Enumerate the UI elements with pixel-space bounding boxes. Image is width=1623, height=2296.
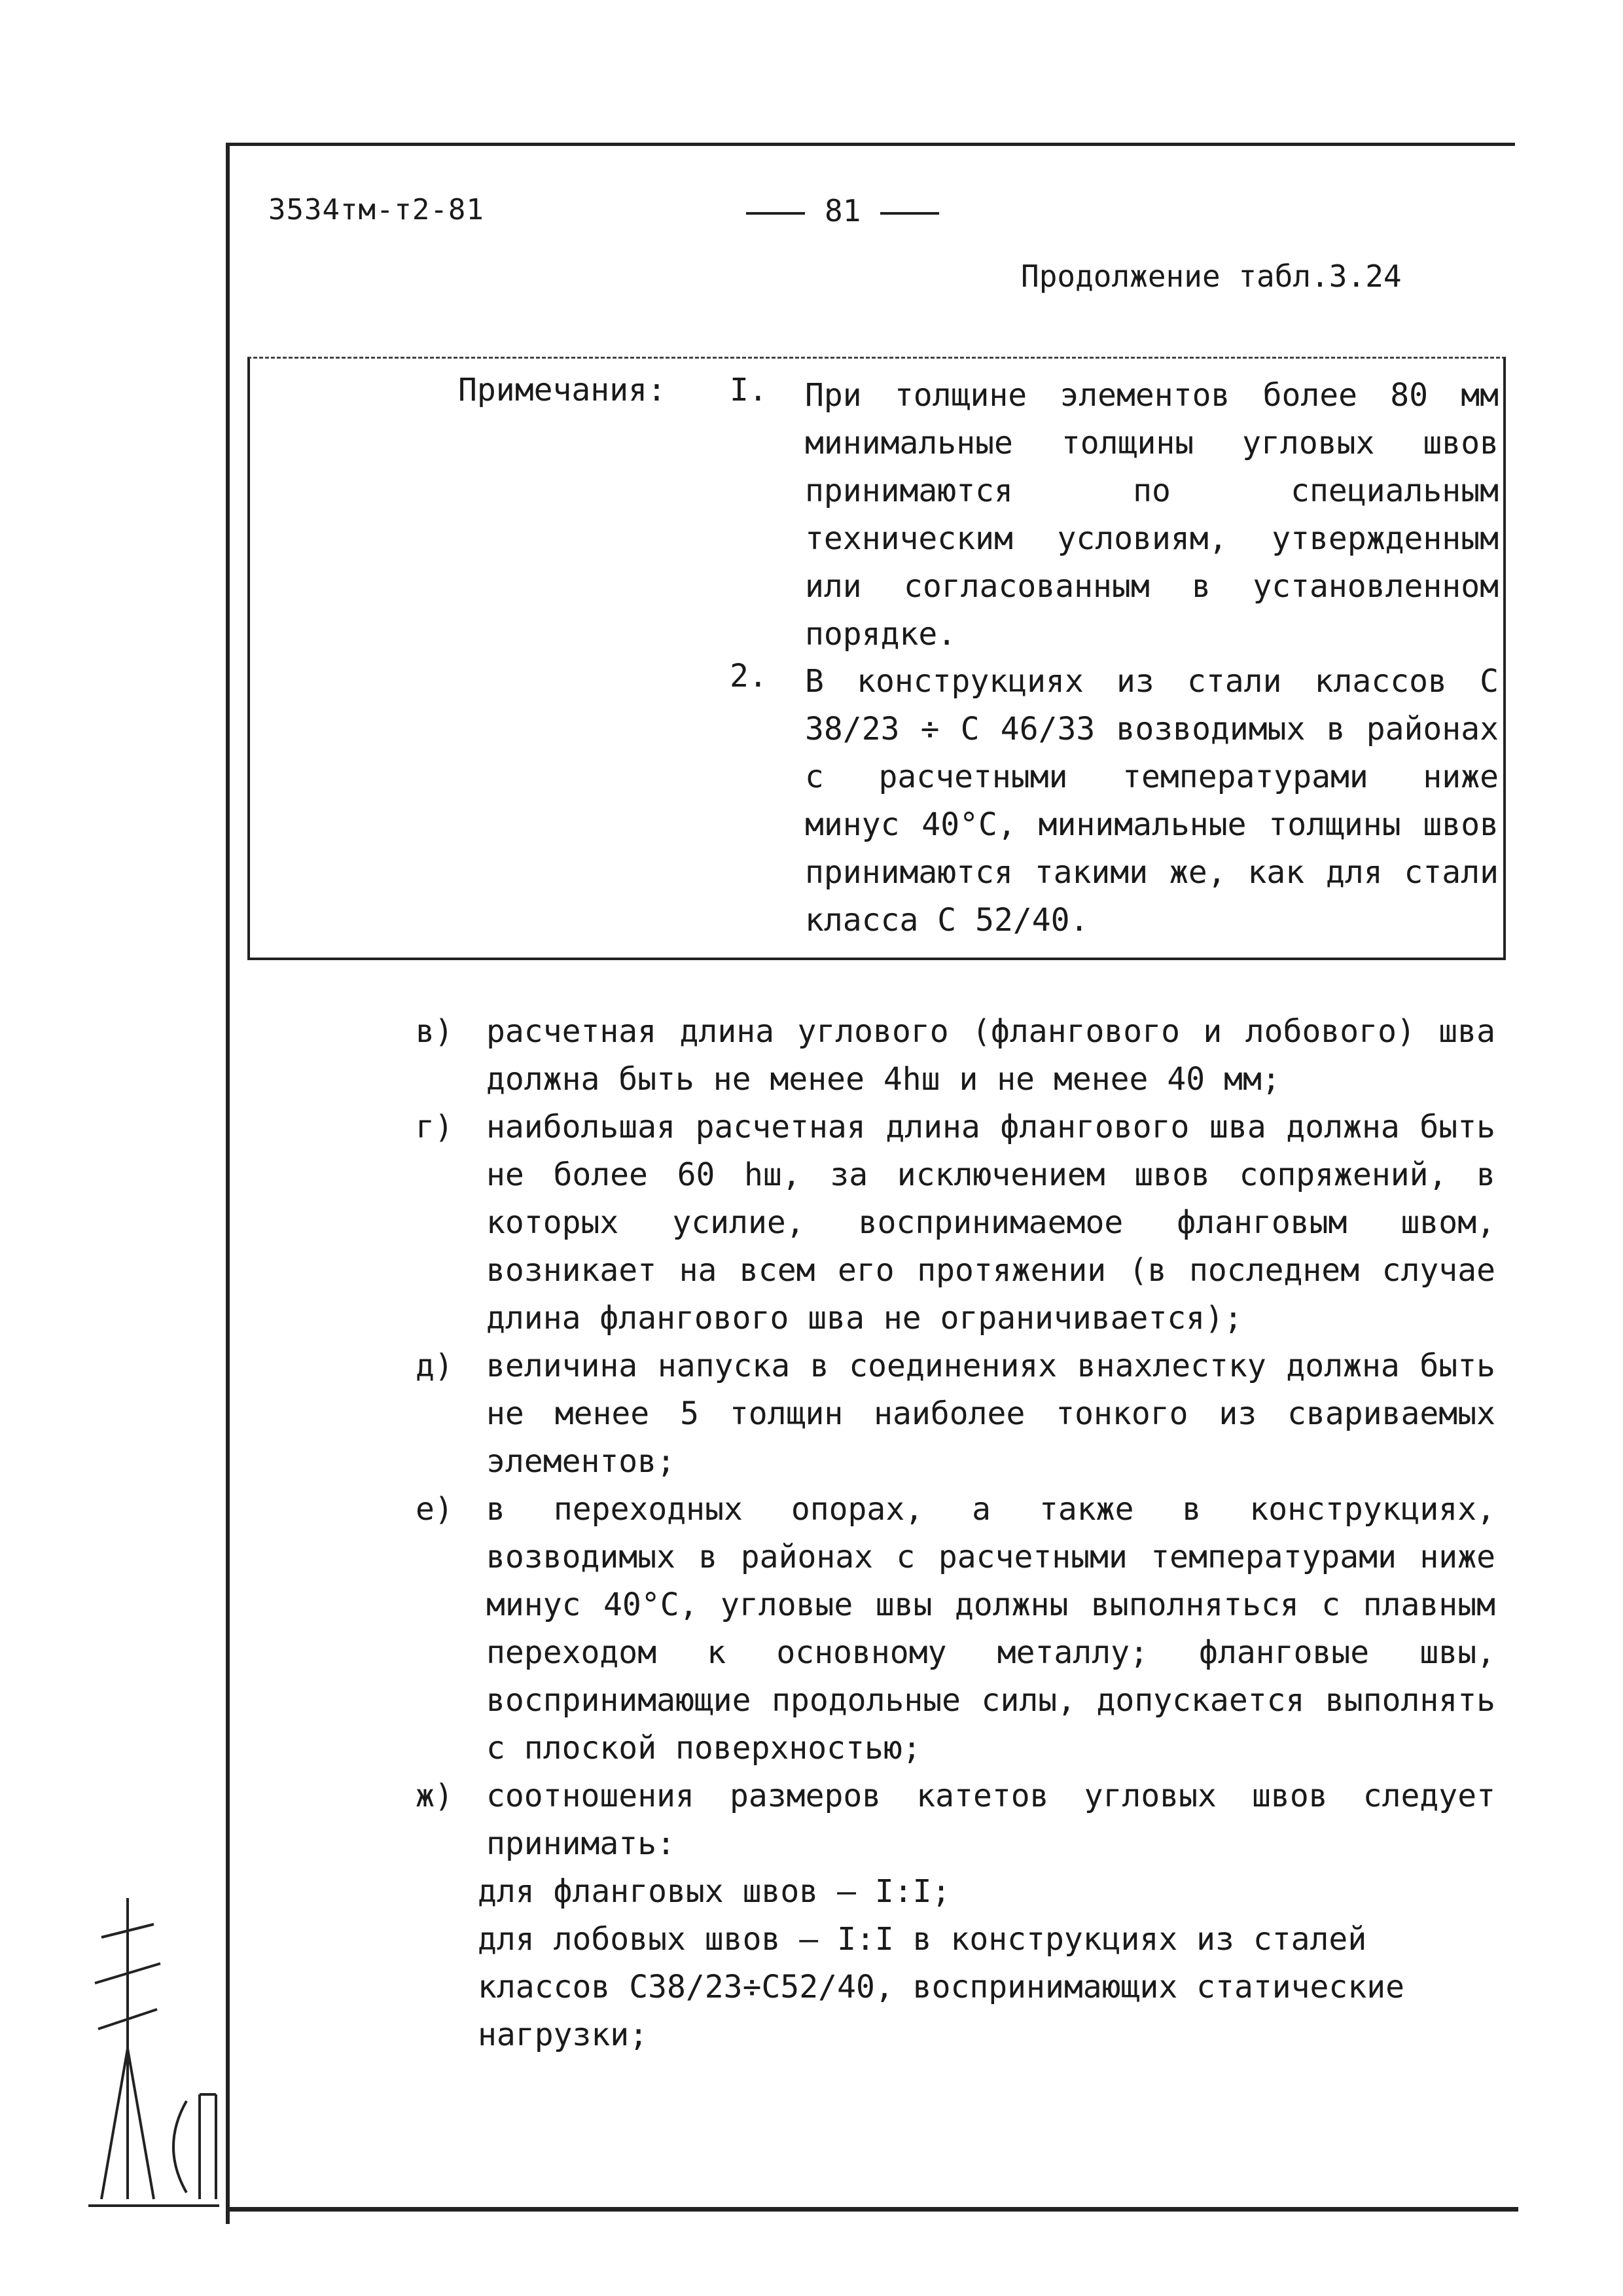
list-item-letter: ж): [416, 1778, 454, 1814]
sub-item-line: нагрузки;: [478, 2017, 649, 2053]
list-item-letter: д): [416, 1348, 454, 1384]
list-item: [416, 1008, 1495, 1103]
sub-item-line: для фланговых швов – I:I;: [478, 1873, 951, 1910]
list-item-letter: в): [416, 1013, 454, 1050]
frame-top-border: [226, 143, 1515, 146]
frame-bottom-border: [226, 2207, 1518, 2212]
dsp-stamp-icon: [88, 1885, 219, 2212]
list-item-text: наибольшая расчетная длина флангового шва должна быть не более 60 hш, за исключением швов сопряжений, в которых усилие, воспринимаемое фланговым швом, возникает на всем его протяжении (в последнем случае длина флангового шва не ограничивается);: [486, 1109, 1495, 1336]
list-item-text: величина напуска в соединениях внахлестку должна быть не менее 5 толщин наиболее тонкого из свариваемых элементов;: [486, 1348, 1495, 1480]
list-item: [416, 1103, 1495, 1342]
list-item-letter: е): [416, 1491, 454, 1528]
list-item-letter: г): [416, 1109, 454, 1145]
list-item: [416, 1772, 1495, 1868]
note-number: I.: [730, 372, 768, 408]
list-item: [416, 1486, 1495, 1772]
note-text: При толщине элементов более 80 мм минимальные толщины угловых швов принимаются по специальным техническим условиям, утвержденным или согласованным в установленном порядке.: [805, 377, 1499, 653]
sub-item-line: классов С38/23÷С52/40, воспринимающих статические: [478, 1969, 1405, 2005]
page-number: 81: [726, 193, 959, 228]
frame-left-border: [226, 143, 230, 2224]
document-code: 3534тм-т2-81: [268, 193, 484, 226]
list-item-text: расчетная длина углового (флангового и лобового) шва должна быть не менее 4hш и не менее 40 мм;: [486, 1013, 1495, 1098]
list-item: [416, 1342, 1495, 1486]
note-text: В конструкциях из стали классов С 38/23 ÷ С 46/33 возводимых в районах с расчетными температурами ниже минус 40°С, минимальные толщины швов принимаются такими же, как для стали класса С 52/40.: [805, 663, 1499, 939]
notes-label: Примечания:: [458, 372, 666, 408]
sub-item-line: для лобовых швов – I:I в конструкциях из сталей: [478, 1921, 1367, 1958]
list-item-text: соотношения размеров катетов угловых швов следует принимать:: [486, 1778, 1495, 1862]
table-continuation-label: Продолжение табл.3.24: [1021, 259, 1402, 294]
list-item-text: в переходных опорах, а также в конструкциях, возводимых в районах с расчетными температурами ниже минус 40°С, угловые швы должны выполняться с плавным переходом к основному металлу; фланговые швы, воспринимающие продольные силы, допускается выполнять с плоской поверхностью;: [486, 1491, 1495, 1767]
note-number: 2.: [730, 658, 768, 694]
